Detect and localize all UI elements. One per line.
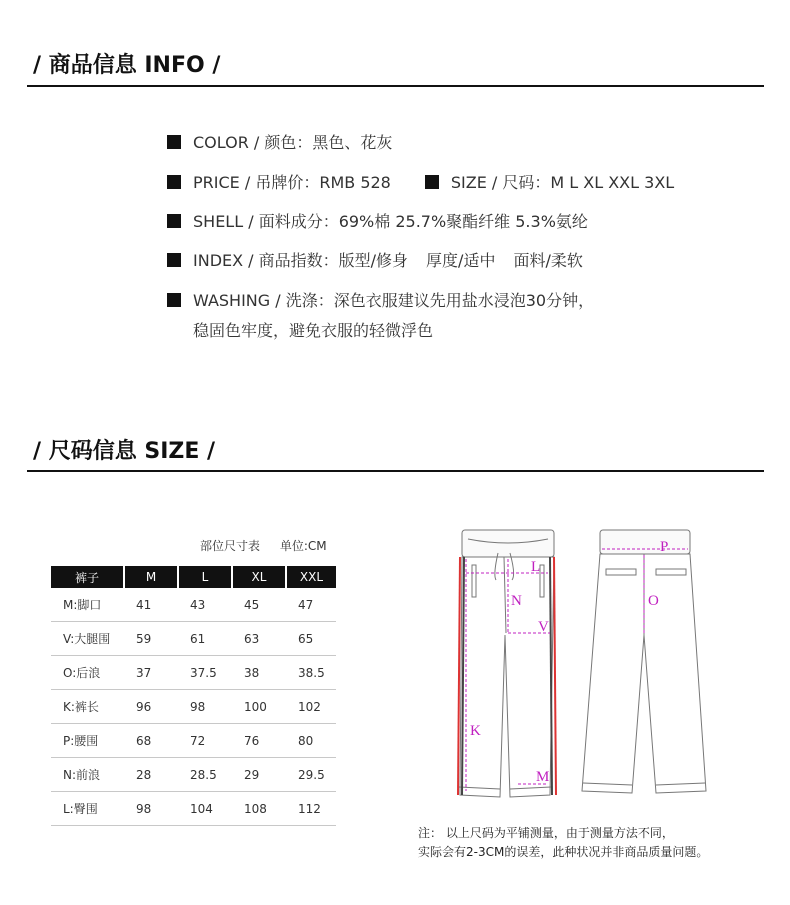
cell-value: 59 xyxy=(124,622,178,656)
size-table xyxy=(51,566,336,826)
caption-parts: 部位尺寸表 xyxy=(200,539,261,553)
header-size-xl: XL xyxy=(232,566,286,588)
row-label: L:臀围 xyxy=(51,792,124,826)
info-divider xyxy=(27,85,764,87)
cell-value: 47 xyxy=(286,588,336,622)
bullet-square-icon xyxy=(167,253,181,267)
cell-value: 76 xyxy=(232,724,286,758)
cell-value: 41 xyxy=(124,588,178,622)
caption-unit: 单位:CM xyxy=(279,539,327,553)
cell-value: 65 xyxy=(286,622,336,656)
measurement-note-line1: 注： 以上尺码为平铺测量，由于测量方法不同， xyxy=(418,826,674,840)
bullet-square-icon xyxy=(167,135,181,149)
cell-value: 45 xyxy=(232,588,286,622)
cell-value: 108 xyxy=(232,792,286,826)
shell-row xyxy=(167,209,588,232)
header-size-m: M xyxy=(124,566,178,588)
index-row xyxy=(167,248,583,271)
cell-value: 100 xyxy=(232,690,286,724)
table-row xyxy=(51,622,336,656)
header-size-xxl: XXL xyxy=(286,566,336,588)
bullet-square-icon xyxy=(167,293,181,307)
label-M: M xyxy=(536,769,550,785)
row-label: K:裤长 xyxy=(51,690,124,724)
cell-value: 112 xyxy=(286,792,336,826)
size-table-caption xyxy=(200,537,327,554)
label-K: K xyxy=(470,723,481,739)
pants-measurement-diagram xyxy=(438,525,728,805)
measurement-note-line2: 实际会有2-3CM的误差，此种状况并非商品质量问题。 xyxy=(418,845,709,859)
label-O: O xyxy=(648,593,659,609)
color-row xyxy=(167,130,392,153)
row-label: P:腰围 xyxy=(51,724,124,758)
row-label: O:后浪 xyxy=(51,656,124,690)
size-section-title: / 尺码信息 SIZE / xyxy=(33,439,216,464)
cell-value: 98 xyxy=(124,792,178,826)
cell-value: 104 xyxy=(178,792,232,826)
table-row xyxy=(51,588,336,622)
washing-text-line2: 稳固色牢度，避免衣服的轻微浮色 xyxy=(193,321,434,340)
table-row xyxy=(51,724,336,758)
color-text: COLOR / 颜色：黑色、花灰 xyxy=(193,133,393,152)
index-thickness-text: 厚度/适中 xyxy=(426,251,496,270)
size-divider xyxy=(27,470,764,472)
cell-value: 29.5 xyxy=(286,758,336,792)
cell-value: 80 xyxy=(286,724,336,758)
size-table-header xyxy=(51,566,336,588)
table-row xyxy=(51,758,336,792)
label-P: P xyxy=(660,539,669,555)
label-N: N xyxy=(511,593,522,609)
cell-value: 37.5 xyxy=(178,656,232,690)
price-size-row xyxy=(167,170,674,193)
label-V: V xyxy=(538,619,549,635)
index-text: INDEX / 商品指数：版型/修身 xyxy=(193,251,409,270)
shell-text: SHELL / 面料成分：69%棉 25.7%聚酯纤维 5.3%氨纶 xyxy=(193,212,588,231)
price-text: PRICE / 吊牌价：RMB 528 xyxy=(193,173,391,192)
cell-value: 102 xyxy=(286,690,336,724)
bullet-square-icon xyxy=(425,175,439,189)
cell-value: 28.5 xyxy=(178,758,232,792)
cell-value: 98 xyxy=(178,690,232,724)
table-row xyxy=(51,690,336,724)
table-row xyxy=(51,792,336,826)
cell-value: 37 xyxy=(124,656,178,690)
cell-value: 29 xyxy=(232,758,286,792)
cell-value: 38.5 xyxy=(286,656,336,690)
row-label: V:大腿围 xyxy=(51,622,124,656)
bullet-square-icon xyxy=(167,214,181,228)
bullet-square-icon xyxy=(167,175,181,189)
cell-value: 96 xyxy=(124,690,178,724)
cell-value: 68 xyxy=(124,724,178,758)
cell-value: 72 xyxy=(178,724,232,758)
row-label: M:脚口 xyxy=(51,588,124,622)
cell-value: 43 xyxy=(178,588,232,622)
index-fabric-text: 面料/柔软 xyxy=(513,251,583,270)
header-size-l: L xyxy=(178,566,232,588)
info-section-title: / 商品信息 INFO / xyxy=(33,53,221,78)
pants-back-illustration xyxy=(582,530,706,793)
cell-value: 61 xyxy=(178,622,232,656)
cell-value: 63 xyxy=(232,622,286,656)
label-L: L xyxy=(531,559,541,575)
washing-text-line1: WASHING / 洗涤：深色衣服建议先用盐水浸泡30分钟， xyxy=(193,291,595,310)
cell-value: 28 xyxy=(124,758,178,792)
table-row xyxy=(51,656,336,690)
header-garment: 裤子 xyxy=(51,566,124,588)
cell-value: 38 xyxy=(232,656,286,690)
size-text: SIZE / 尺码：M L XL XXL 3XL xyxy=(450,173,675,192)
row-label: N:前浪 xyxy=(51,758,124,792)
washing-row xyxy=(167,288,594,311)
